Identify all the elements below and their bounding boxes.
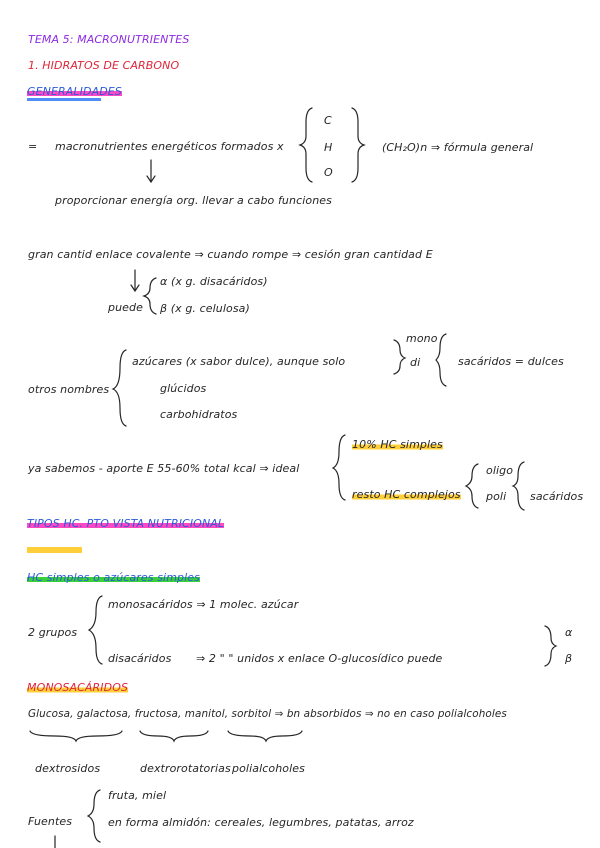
dextrosidos-label: dextrosidos — [35, 762, 101, 775]
brace-cho-right — [352, 108, 364, 182]
brace-oligo-poli — [466, 464, 478, 508]
definition-text: macronutrientes energéticos formados x — [55, 140, 284, 153]
brace-fuentes — [88, 790, 100, 842]
brace-simples-ab — [545, 626, 556, 666]
alpha-bond: α (x g. disacáridos) — [160, 275, 268, 288]
generalidades-heading: GENERALIDADES — [27, 85, 122, 98]
azucares-text: azúcares (x sabor dulce), aunque solo — [132, 355, 346, 368]
poli-prefix: poli — [486, 490, 507, 503]
fuentes-item-2: en forma almidón: cereales, legumbres, patatas, arroz — [108, 816, 414, 829]
dextrorotatorias-label: dextrorotatorias — [140, 762, 231, 775]
beta-bond: β (x g. celulosa) — [160, 302, 250, 315]
brace-otros — [113, 350, 126, 426]
di-prefix: di — [410, 356, 421, 369]
puede-label: puede — [108, 301, 143, 314]
section-title: 1. HIDRATOS DE CARBONO — [28, 59, 180, 72]
def-prefix: = — [28, 140, 38, 153]
brace-2-grupos — [89, 596, 102, 664]
oligo-prefix: oligo — [486, 464, 514, 477]
element-o: O — [324, 166, 333, 179]
simples-alpha: α — [565, 626, 573, 639]
monosacaridos-heading: MONOSACÁRIDOS — [27, 681, 129, 694]
page-title: TEMA 5: MACRONUTRIENTES — [28, 33, 190, 46]
dos-grupos-label: 2 grupos — [28, 626, 78, 639]
brace-aporte — [333, 435, 345, 500]
hc-simples-10 — [352, 438, 443, 451]
aporte-text: ya sabemos - aporte E 55-60% total kcal ⇒ ideal — [28, 462, 300, 475]
hc-complejos-resto — [352, 488, 461, 501]
carbohidratos-text: carbohidratos — [160, 408, 238, 421]
purpose-text: proporcionar energía org. llevar a cabo funciones — [55, 194, 332, 207]
sacaridos-final: sacáridos — [530, 490, 584, 503]
hc-complejos-text: resto HC complejos — [352, 488, 461, 501]
bond-text: gran cantid enlace covalente ⇒ cuando rompe ⇒ cesión gran cantidad E — [28, 248, 433, 261]
fuentes-item-1: fruta, miel — [108, 789, 167, 802]
element-c: C — [324, 114, 332, 127]
glucidos-text: glúcidos — [160, 382, 207, 395]
element-h: H — [324, 141, 333, 154]
brace-cho-left — [300, 108, 312, 182]
simples-heading: HC simples o azúcares simples — [27, 571, 200, 584]
disacaridos-label: disacáridos — [108, 652, 172, 665]
brace-alpha-beta — [144, 278, 156, 314]
underbrace-3 — [228, 731, 302, 741]
tipos-heading: TIPOS HC. PTO VISTA NUTRICIONAL — [27, 517, 225, 530]
brace-sacaridos-final — [513, 462, 524, 510]
sacaridos-dulces: sacáridos = dulces — [458, 355, 564, 368]
disacaridos-def: ⇒ 2 " " unidos x enlace O-glucosídico puede — [196, 652, 443, 665]
mono-prefix: mono — [406, 332, 438, 345]
otros-nombres-label: otros nombres — [28, 383, 110, 396]
simples-beta: β — [565, 652, 573, 665]
general-formula: (CH₂O)n ⇒ fórmula general — [382, 141, 534, 154]
brace-mono-di — [394, 340, 405, 374]
monosacaridos-list: Glucosa, galactosa, fructosa, manitol, sorbitol ⇒ bn absorbidos ⇒ no en caso polialcoholes — [28, 708, 507, 720]
polialcoholes-label: polialcoholes — [232, 762, 305, 775]
hc-simples-10-text: 10% HC simples — [352, 438, 443, 451]
yellow-highlight-bar — [27, 547, 82, 553]
underbrace-1 — [30, 731, 122, 741]
heading-underline — [27, 98, 101, 101]
monosacaridos-def: monosacáridos ⇒ 1 molec. azúcar — [108, 598, 299, 611]
fuentes-label: Fuentes — [28, 815, 73, 828]
underbrace-2 — [140, 731, 208, 741]
